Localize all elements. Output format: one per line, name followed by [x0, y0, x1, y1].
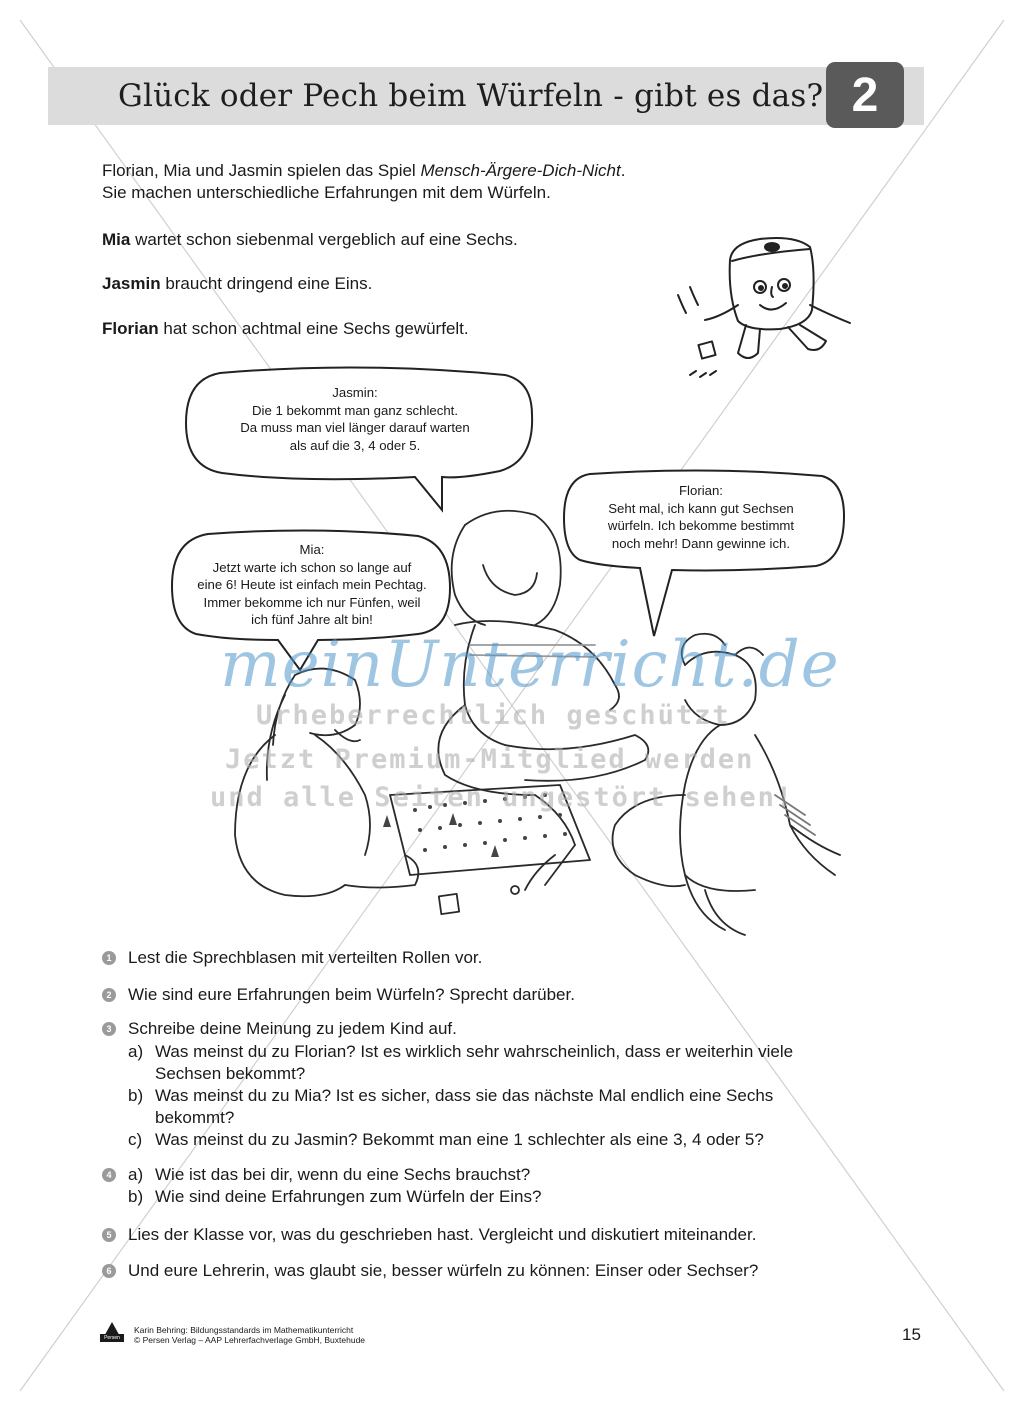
footer-line-2: © Persen Verlag – AAP Lehrerfachverlage GmbH, Buxtehude [134, 1335, 366, 1345]
task-3c-label: c) [128, 1130, 143, 1149]
task-3a-label: a) [128, 1042, 144, 1061]
publisher-logo-label: Persen [104, 1335, 120, 1341]
footer-line-1: Karin Behring: Bildungsstandards im Mathematikunterricht [134, 1325, 354, 1335]
publisher-logo [100, 1320, 124, 1342]
intro-jasmin: Jasmin braucht dringend eine Eins. [102, 274, 373, 293]
task-3a-line-1: Was meinst du zu Florian? Ist es wirklich sehr wahrscheinlich, dass er weiterhin viele [155, 1042, 794, 1061]
task-3-marker: 3 [102, 1022, 116, 1036]
task-1-marker: 1 [102, 951, 116, 965]
task-4a-label: a) [128, 1165, 144, 1184]
task-4b-text: Wie sind deine Erfahrungen zum Würfeln der Eins? [155, 1187, 542, 1206]
task-3b-label: b) [128, 1086, 144, 1105]
task-3-text: Schreibe deine Meinung zu jedem Kind auf. [128, 1019, 457, 1038]
speech-bubble-jasmin: Jasmin: Die 1 bekommt man ganz schlecht. Da muss man viel länger darauf warten als auf die 3, 4 oder 5. [240, 385, 470, 453]
task-2-marker: 2 [102, 988, 116, 1002]
task-6-marker: 6 [102, 1264, 116, 1278]
intro-line-2: Sie machen unterschiedliche Erfahrungen mit dem Würfeln. [102, 183, 551, 202]
watermark-line-3: und alle Seiten ungestört sehen! [210, 782, 795, 813]
speech-bubble-mia: Mia: Jetzt warte ich schon so lange auf eine 6! Heute ist einfach mein Pechtag. Immer bekomme ich nur Fünfen, weil ich fünf Jahre alt bin! [197, 542, 427, 627]
intro-mia: Mia wartet schon siebenmal vergeblich auf eine Sechs. [102, 230, 518, 249]
task-6-text: Und eure Lehrerin, was glaubt sie, besser würfeln zu können: Einser oder Sechser? [128, 1261, 759, 1280]
watermark-line-1: Urheberrechtlich geschützt [256, 700, 731, 731]
task-1-text: Lest die Sprechblasen mit verteilten Rollen vor. [128, 948, 483, 967]
chapter-number: 2 [826, 62, 904, 128]
task-5-marker: 5 [102, 1228, 116, 1242]
task-4b-label: b) [128, 1187, 144, 1206]
watermark-line-2: Jetzt Premium-Mitglied werden [225, 744, 755, 775]
task-4a-text: Wie ist das bei dir, wenn du eine Sechs brauchst? [155, 1165, 531, 1184]
task-3c-line-1: Was meinst du zu Jasmin? Bekommt man eine 1 schlechter als eine 3, 4 oder 5? [155, 1130, 764, 1149]
task-3b-line-2: bekommt? [155, 1108, 235, 1127]
page-number: 15 [902, 1325, 921, 1344]
task-3a-line-2: Sechsen bekommt? [155, 1064, 306, 1083]
task-5-text: Lies der Klasse vor, was du geschrieben hast. Vergleicht und diskutiert miteinander. [128, 1225, 757, 1244]
dice-character-illustration [660, 225, 860, 395]
task-4-marker: 4 [102, 1168, 116, 1182]
intro-line-1: Florian, Mia und Jasmin spielen das Spiel Mensch-Ärgere-Dich-Nicht. [102, 161, 626, 180]
speech-bubble-florian: Florian: Seht mal, ich kann gut Sechsen würfeln. Ich bekomme bestimmt noch mehr! Dann gewinne ich. [607, 483, 795, 551]
page-title: Glück oder Pech beim Würfeln - gibt es das? [118, 78, 824, 114]
watermark-brand: meinUnterricht.de [220, 628, 840, 702]
task-3b-line-1: Was meinst du zu Mia? Ist es sicher, dass sie das nächste Mal endlich eine Sechs [155, 1086, 774, 1105]
task-2-text: Wie sind eure Erfahrungen beim Würfeln? Sprecht darüber. [128, 985, 575, 1004]
intro-florian: Florian hat schon achtmal eine Sechs gewürfelt. [102, 319, 469, 338]
